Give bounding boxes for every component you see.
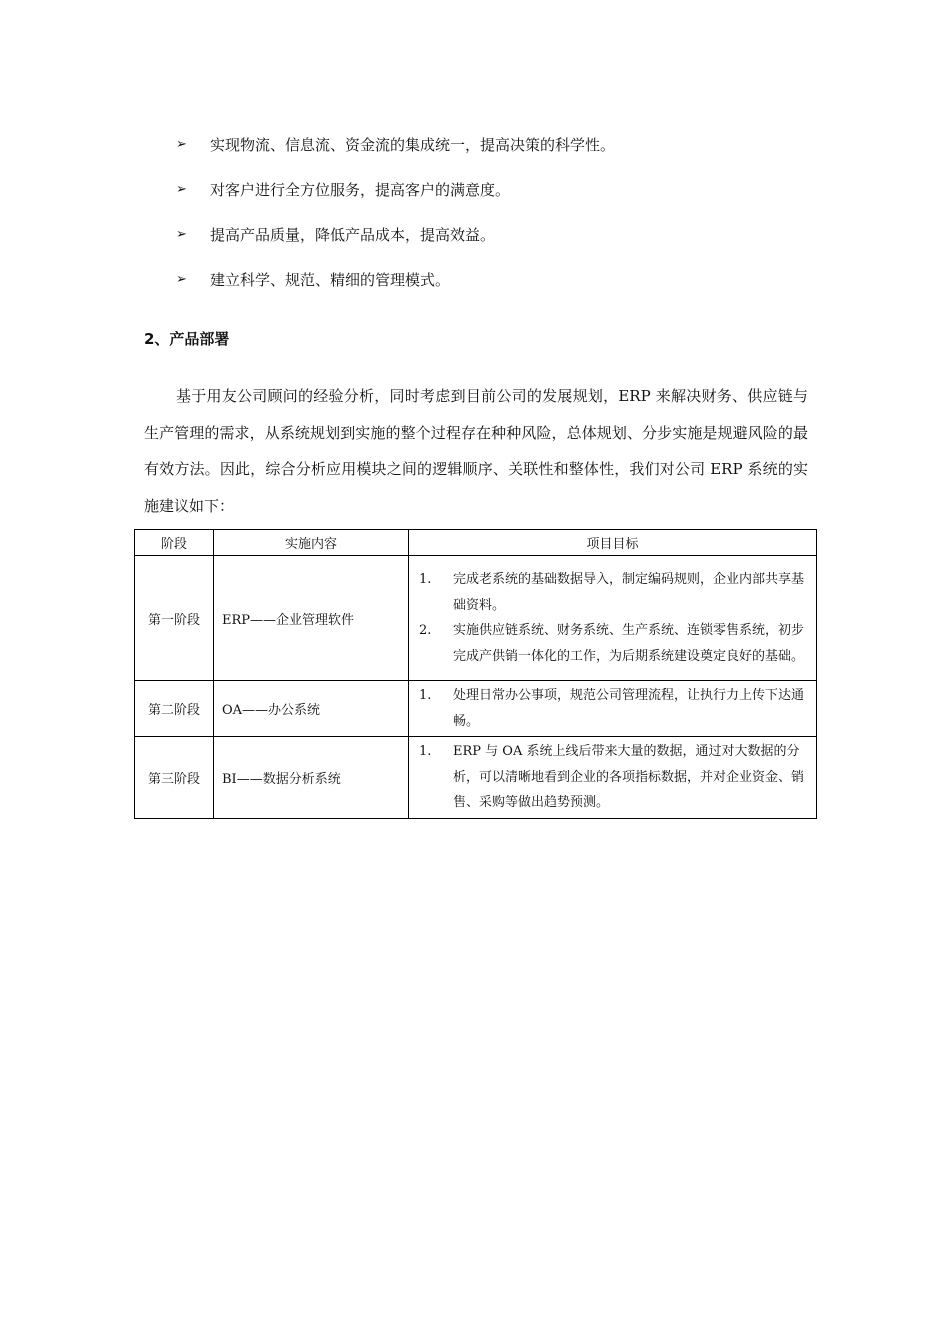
section-heading: 2、产品部署 (144, 330, 230, 348)
section-paragraph: 基于用友公司顾问的经验分析，同时考虑到目前公司的发展规划，ERP 来解决财务、供应链与生产管理的需求，从系统规划到实施的整个过程存在种种风险，总体规划、分步实施是规避风险的最有效方法。因此，综合分析应用模块之间的逻辑顺序、关联性和整体性，我们对公司 ERP 系统的实施建议如下： (144, 387, 808, 515)
goal-text: 处理日常办公事项，规范公司管理流程，让执行力上传下达通畅。 (453, 688, 805, 729)
goal-item (417, 683, 808, 734)
arrow-bullet-icon: ➢ (176, 272, 187, 287)
goal-text: 完成老系统的基础数据导入，制定编码规则，企业内部共享基础资料。 (453, 572, 805, 613)
benefit-list (176, 122, 615, 302)
goals-cell (409, 737, 817, 819)
stage-cell: 第二阶段 (135, 681, 214, 737)
goal-item (417, 567, 808, 618)
arrow-bullet-icon: ➢ (176, 182, 187, 197)
content-cell: ERP——企业管理软件 (214, 556, 409, 681)
implementation-plan-table (134, 529, 817, 819)
stage-cell: 第三阶段 (135, 737, 214, 819)
list-item (176, 212, 615, 257)
goal-number: 2. (419, 623, 432, 638)
list-item (176, 122, 615, 167)
content-cell: BI——数据分析系统 (214, 737, 409, 819)
arrow-bullet-icon: ➢ (176, 137, 187, 152)
list-item (176, 167, 615, 212)
table-row (135, 737, 817, 819)
goal-number: 1. (419, 572, 432, 587)
list-item (176, 257, 615, 302)
list-item-text: 建立科学、规范、精细的管理模式。 (210, 271, 451, 289)
goal-number: 1. (419, 688, 432, 703)
header-goals: 项目目标 (409, 530, 817, 556)
table-row (135, 556, 817, 681)
goal-text: ERP 与 OA 系统上线后带来大量的数据，通过对大数据的分析，可以清晰地看到企业的各项指标数据，并对企业资金、销售、采购等做出趋势预测。 (453, 744, 805, 810)
list-item-text: 实现物流、信息流、资金流的集成统一，提高决策的科学性。 (210, 136, 616, 154)
goals-cell (409, 556, 817, 681)
goal-number: 1. (419, 744, 432, 759)
goal-item (417, 618, 808, 669)
table-header-row (135, 530, 817, 556)
goal-text: 实施供应链系统、财务系统、生产系统、连锁零售系统，初步完成产供销一体化的工作，为后期系统建设奠定良好的基础。 (453, 623, 805, 664)
content-cell: OA——办公系统 (214, 681, 409, 737)
goal-item (417, 739, 808, 816)
header-content: 实施内容 (214, 530, 409, 556)
table-row (135, 681, 817, 737)
stage-cell: 第一阶段 (135, 556, 214, 681)
list-item-text: 对客户进行全方位服务，提高客户的满意度。 (210, 181, 511, 199)
list-item-text: 提高产品质量，降低产品成本，提高效益。 (210, 226, 496, 244)
header-stage: 阶段 (135, 530, 214, 556)
arrow-bullet-icon: ➢ (176, 227, 187, 242)
goals-cell (409, 681, 817, 737)
